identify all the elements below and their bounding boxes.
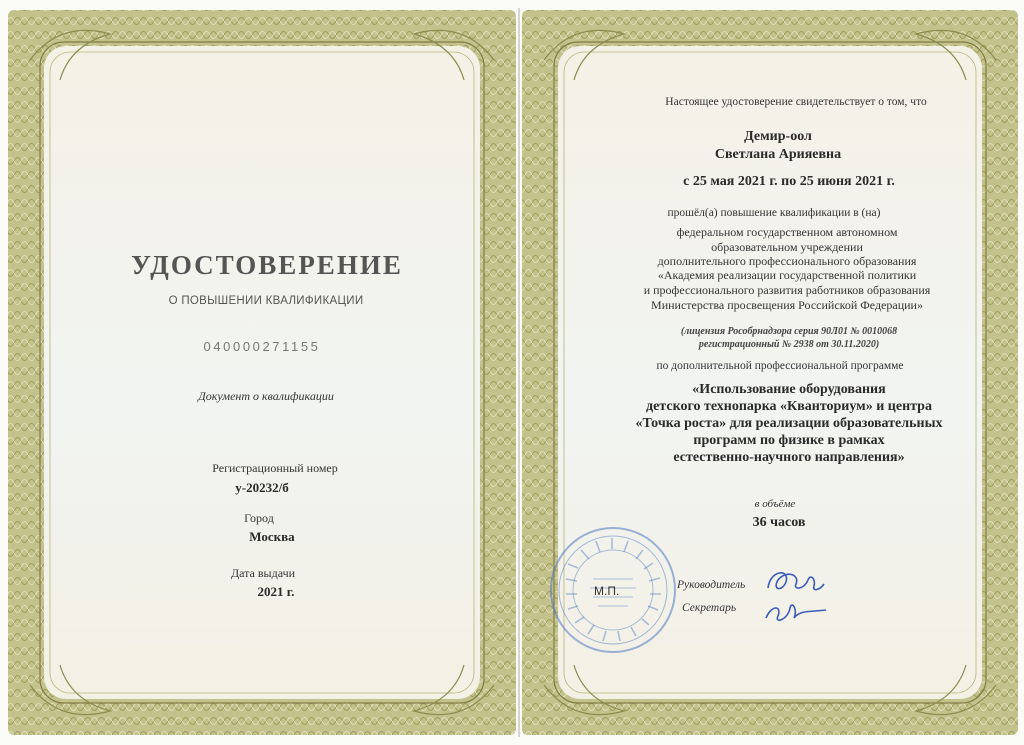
- program-title-line: детского технопарка «Кванториум» и центра: [646, 399, 932, 414]
- city-label: Город: [244, 511, 274, 525]
- volume-label: в объёме: [754, 498, 796, 510]
- organization-line: «Академия реализации государственной политики: [657, 268, 917, 282]
- director-label: Руководитель: [677, 579, 746, 591]
- organization-line: Министерства просвещения Российской Федерации»: [651, 298, 923, 312]
- handwritten-signatures: [760, 560, 830, 630]
- training-period: с 25 мая 2021 г. по 25 июня 2021 г.: [683, 174, 895, 189]
- city-value: Москва: [249, 529, 295, 544]
- stamp-label: М.П.: [594, 584, 620, 598]
- program-title-line: «Точка роста» для реализации образовательных: [635, 416, 943, 431]
- volume-value: 36 часов: [752, 515, 806, 530]
- secretary-label: Секретарь: [682, 602, 737, 614]
- certificate-title: УДОСТОВЕРЕНИЕ: [131, 250, 403, 280]
- organization-line: федеральном государственном автономном: [676, 225, 898, 239]
- organization-line: и профессионального развития работников образования: [643, 283, 931, 297]
- license-line: (лицензия Рособрнадзора серия 90Л01 № 0010068: [680, 326, 898, 337]
- program-intro: по дополнительной профессиональной программе: [656, 360, 904, 372]
- program-title-line: «Использование оборудования: [692, 382, 886, 397]
- license-line: регистрационный № 2938 от 30.11.2020): [698, 339, 880, 350]
- document-type: Документ о квалификации: [198, 389, 334, 403]
- recipient-surname: Демир-оол: [744, 129, 812, 144]
- registration-number: у-20232/б: [235, 480, 289, 495]
- certificate-subtitle: О ПОВЫШЕНИИ КВАЛИФИКАЦИИ: [168, 295, 364, 307]
- issue-date-value: 2021 г.: [257, 584, 295, 599]
- program-title-line: естественно-научного направления»: [673, 450, 905, 465]
- organization-line: образовательном учреждении: [711, 240, 863, 254]
- organization-line: дополнительного профессионального образования: [657, 254, 917, 268]
- recipient-given-names: Светлана Арияевна: [714, 147, 842, 162]
- serial-number: 040000271155: [203, 339, 321, 354]
- issue-date-label: Дата выдачи: [230, 566, 296, 580]
- completed-text: прошёл(а) повышение квалификации в (на): [667, 207, 881, 219]
- intro-text: Настоящее удостоверение свидетельствует о том, что: [665, 96, 927, 108]
- registration-label: Регистрационный номер: [212, 461, 338, 475]
- program-title-line: программ по физике в рамках: [693, 433, 885, 448]
